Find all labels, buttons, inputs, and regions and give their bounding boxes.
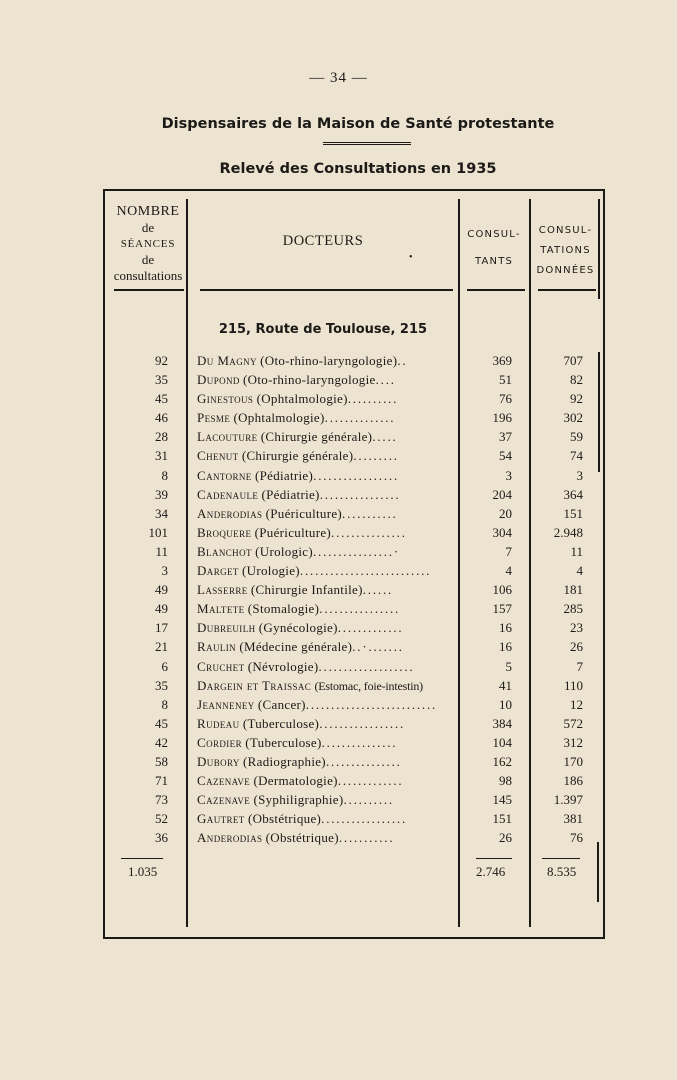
doctor-cell [197,389,452,408]
specialty: (Tuberculose) [245,734,322,750]
consultations-cell: 1.397 [553,792,583,808]
seances-cell: 52 [155,811,168,827]
dot-leader: .......... [343,792,394,808]
doctor-name: Lacouture [197,429,258,445]
seances-cell: 49 [155,601,168,617]
consultations-cell: 59 [570,429,583,445]
page-title: Dispensaires de la Maison de Santé protestante [161,116,555,132]
table-row [0,618,677,637]
consultations-cell: 110 [563,677,583,693]
specialty: (Oto-rhino-laryngologie) [260,353,398,368]
consultations-cell: 26 [570,639,583,655]
specialty: (Gynécologie) [258,620,338,636]
header-underline [538,289,596,291]
doctor-name: Lasserre [197,582,248,598]
consultations-cell: 2.948 [553,524,583,540]
doctor-name: Gautret [197,811,245,827]
table-row [0,427,677,446]
doctor-cell [197,714,452,733]
seances-cell: 39 [155,486,168,502]
table-row [0,695,677,714]
consultants-cell: 204 [492,486,512,502]
seances-cell: 71 [155,773,168,789]
doctor-cell [197,408,452,427]
table-row [0,523,677,542]
doctor-cell [197,370,452,389]
title-divider [323,142,411,145]
specialty: (Obstétrique) [265,830,339,846]
dot-leader: ............... [325,753,402,769]
consultations-cell: 3 [576,467,583,483]
doctor-cell [197,446,452,465]
dot-leader: .......... [347,391,399,407]
specialty: (Radiographie) [243,753,326,769]
dot-leader: ..·....... [352,639,404,655]
consultants-cell: 384 [492,715,512,731]
specialty: (Obstétrique) [247,811,322,827]
consultants-cell: 3 [505,467,512,483]
seances-cell: 21 [155,639,168,655]
dot-leader: ................. [313,467,399,483]
specialty: (Médecine générale) [239,639,353,655]
consultants-cell: 304 [492,524,512,540]
doctor-name: Dupond [197,372,240,388]
specialty: (Chirurgie Infantile) [250,582,363,598]
seances-cell: 101 [148,524,168,540]
seances-cell: 11 [155,543,168,559]
doctor-name: Raulin [197,639,237,655]
doctor-name: Cadenaule [197,486,259,502]
consultants-cell: 196 [492,410,512,426]
header-underline [114,289,184,291]
doctor-cell [197,733,452,752]
page-subtitle: Relevé des Consultations en 1935 [219,161,497,177]
seances-cell: 45 [155,391,168,407]
seances-cell: 34 [155,505,168,521]
consultants-cell: 98 [499,773,512,789]
dot-leader: ............... [331,524,407,540]
consultations-cell: 11 [570,543,583,559]
table-row [0,485,677,504]
table-row [0,351,677,370]
dot-leader: ........... [342,505,398,521]
doctor-name: Anderodias [197,505,263,521]
consultants-cell: 51 [499,372,512,388]
doctor-cell [197,809,452,828]
specialty: (Pédiatrie) [254,467,314,483]
table-row [0,752,677,771]
specialty: (Urologie) [242,563,300,579]
dot-leader: ...... [362,582,394,598]
dot-leader: .... [375,372,396,388]
specialty: (Oto-rhino-laryngologie [243,372,376,388]
doctor-cell [197,466,452,485]
table-row [0,599,677,618]
consultations-cell: 92 [570,391,583,407]
doctor-name: Pesme [197,410,231,426]
table-row [0,809,677,828]
table-row [0,370,677,389]
specialty: (Tuberculose) [242,715,320,731]
consultations-cell: 82 [570,372,583,388]
seances-cell: 42 [155,734,168,750]
seances-cell: 8 [161,696,168,712]
doctor-name: Anderodias [197,830,263,846]
specialty: (Ophtalmologie) [256,391,348,407]
table-row [0,676,677,695]
specialty: (Puériculture) [254,524,332,540]
doctor-name: Dargein et Traissac [197,677,312,693]
table-row [0,446,677,465]
consultations-cell: 285 [563,601,583,617]
doctor-cell [197,485,452,504]
seances-cell: 73 [155,792,168,808]
section-title: 215, Route de Toulouse, 215 [218,322,428,337]
specialty: (Dermatologie) [253,773,338,789]
doctor-name: Ginestous [197,391,254,407]
table-row [0,828,677,847]
consultations-cell: 74 [570,448,583,464]
consultations-cell: 7 [576,658,583,674]
consultants-cell: 54 [499,448,512,464]
header-consultants: CONSUL- TANTS [467,229,521,267]
seances-cell: 6 [161,658,168,674]
consultants-cell: 26 [499,830,512,846]
doctor-name: Cordier [197,734,242,750]
header-dot: • [409,252,413,263]
consultations-cell: 302 [563,410,583,426]
specialty: (Pédiatrie) [261,486,320,502]
dot-leader: ................. [321,811,408,827]
doctor-cell [197,427,452,446]
doctor-name: Cantorne [197,467,252,483]
doctor-cell [197,790,452,809]
consultations-cell: 4 [576,563,583,579]
consultants-cell: 41 [499,677,512,693]
consultants-cell: 76 [499,391,512,407]
consultants-cell: 162 [492,753,512,769]
consultants-cell: 145 [492,792,512,808]
table-row [0,733,677,752]
doctor-cell [197,828,452,847]
specialty: (Chirurgie générale) [241,448,354,464]
consultants-cell: 20 [499,505,512,521]
table-row [0,504,677,523]
specialty: (Névrologie) [247,658,319,674]
doctor-name: Cazenave [197,773,251,789]
doctor-cell [197,542,452,561]
consultations-cell: 707 [563,353,583,368]
table-row [0,580,677,599]
column-rule [597,842,599,902]
seances-cell: 35 [155,677,168,693]
consultants-cell: 16 [499,639,512,655]
consultants-cell: 369 [492,353,512,368]
consultants-cell: 10 [499,696,512,712]
doctor-name: Broquere [197,524,252,540]
doctor-cell [197,351,452,370]
consultants-cell: 151 [492,811,512,827]
consultations-cell: 76 [570,830,583,846]
total-rule [121,858,163,859]
doctor-name: Dubory [197,753,240,769]
specialty: (Urologic) [255,543,313,559]
consultations-cell: 381 [563,811,583,827]
consultants-cell: 4 [505,563,512,579]
total-rule [542,858,580,859]
doctor-name: Cazenave [197,792,251,808]
total-consultants: 2.746 [476,864,506,879]
specialty: (Syphiligraphie) [253,792,344,808]
doctor-cell [197,599,452,618]
specialty: (Stomalogie) [247,601,320,617]
header-seances: NOMBRE de SÉANCES de consultations [113,204,183,283]
doctor-cell [197,771,452,790]
seances-cell: 31 [155,448,168,464]
dot-leader: .......................... [299,563,432,579]
specialty: (Estomac, foie-intestin) [314,678,423,693]
doctor-cell [197,523,452,542]
dot-leader: ................. [319,715,406,731]
doctor-name: Rudeau [197,715,240,731]
doctor-name: Du Magny [197,353,257,368]
doctor-name: Cruchet [197,658,245,674]
consultants-cell: 157 [492,601,512,617]
consultants-cell: 5 [505,658,512,674]
seances-cell: 45 [155,715,168,731]
seances-cell: 58 [155,753,168,769]
dot-leader: .. [397,353,408,368]
dot-leader: .......................... [305,696,438,712]
consultants-cell: 7 [505,543,512,559]
header-consultations-donnees: CONSUL- TATIONS DONNÉES [536,225,595,276]
dot-leader: ............. [337,773,404,789]
doctor-name: Darget [197,563,239,579]
doctor-cell [197,752,452,771]
seances-cell: 3 [161,563,168,579]
specialty: (Ophtalmologie) [233,410,325,426]
consultations-cell: 181 [563,582,583,598]
total-consultations: 8.535 [547,864,577,879]
dot-leader: ........... [338,830,395,846]
dot-leader: ............. [337,620,404,636]
seances-cell: 28 [155,429,168,445]
seances-cell: 36 [155,830,168,846]
doctor-cell [197,695,452,714]
table-row [0,771,677,790]
table-row [0,714,677,733]
total-rule [476,858,512,859]
consultations-cell: 170 [563,753,583,769]
doctor-cell [197,504,452,523]
doctor-cell [197,561,452,580]
dot-leader: ................· [313,543,400,559]
doctor-cell [197,580,452,599]
dot-leader: ............... [321,734,398,750]
table-row [0,389,677,408]
consultations-cell: 151 [563,505,583,521]
dot-leader: ..... [372,429,398,445]
seances-cell: 8 [161,467,168,483]
table-row [0,657,677,676]
table-row [0,542,677,561]
dot-leader: ................... [318,658,415,674]
dot-leader: ................ [319,601,401,617]
specialty: (Puériculture) [265,505,343,521]
consultations-cell: 186 [563,773,583,789]
header-underline [200,289,453,291]
table-row [0,790,677,809]
dot-leader: .............. [324,410,396,426]
consultations-cell: 12 [570,696,583,712]
table-row [0,561,677,580]
table-body [0,351,677,847]
doctor-cell [197,618,452,637]
consultations-cell: 23 [570,620,583,636]
table-row [0,637,677,656]
consultants-cell: 106 [492,582,512,598]
header-underline [467,289,525,291]
doctor-cell [197,657,452,676]
specialty: (Chirurgie générale) [260,429,373,445]
seances-cell: 92 [155,353,168,368]
page-number: — 34 — [309,70,368,86]
dot-leader: ................ [319,486,401,502]
consultants-cell: 104 [492,734,512,750]
doctor-name: Chenut [197,448,239,464]
consultations-cell: 312 [563,734,583,750]
doctor-cell [197,676,452,696]
consultants-cell: 16 [499,620,512,636]
specialty: (Cancer) [257,696,306,712]
consultations-cell: 572 [563,715,583,731]
doctor-name: Dubreuilh [197,620,256,636]
doctor-cell [197,637,452,656]
table-row [0,466,677,485]
table-row [0,408,677,427]
seances-cell: 35 [155,372,168,388]
doctor-name: Blanchot [197,543,252,559]
total-seances: 1.035 [128,864,158,879]
seances-cell: 17 [155,620,168,636]
consultations-cell: 364 [563,486,583,502]
seances-cell: 49 [155,582,168,598]
doctor-name: Maltete [197,601,245,617]
dot-leader: ......... [353,448,399,464]
header-docteurs: DOCTEURS [282,233,364,249]
doctor-name: Jeanneney [197,696,255,712]
seances-cell: 46 [155,410,168,426]
consultants-cell: 37 [499,429,512,445]
